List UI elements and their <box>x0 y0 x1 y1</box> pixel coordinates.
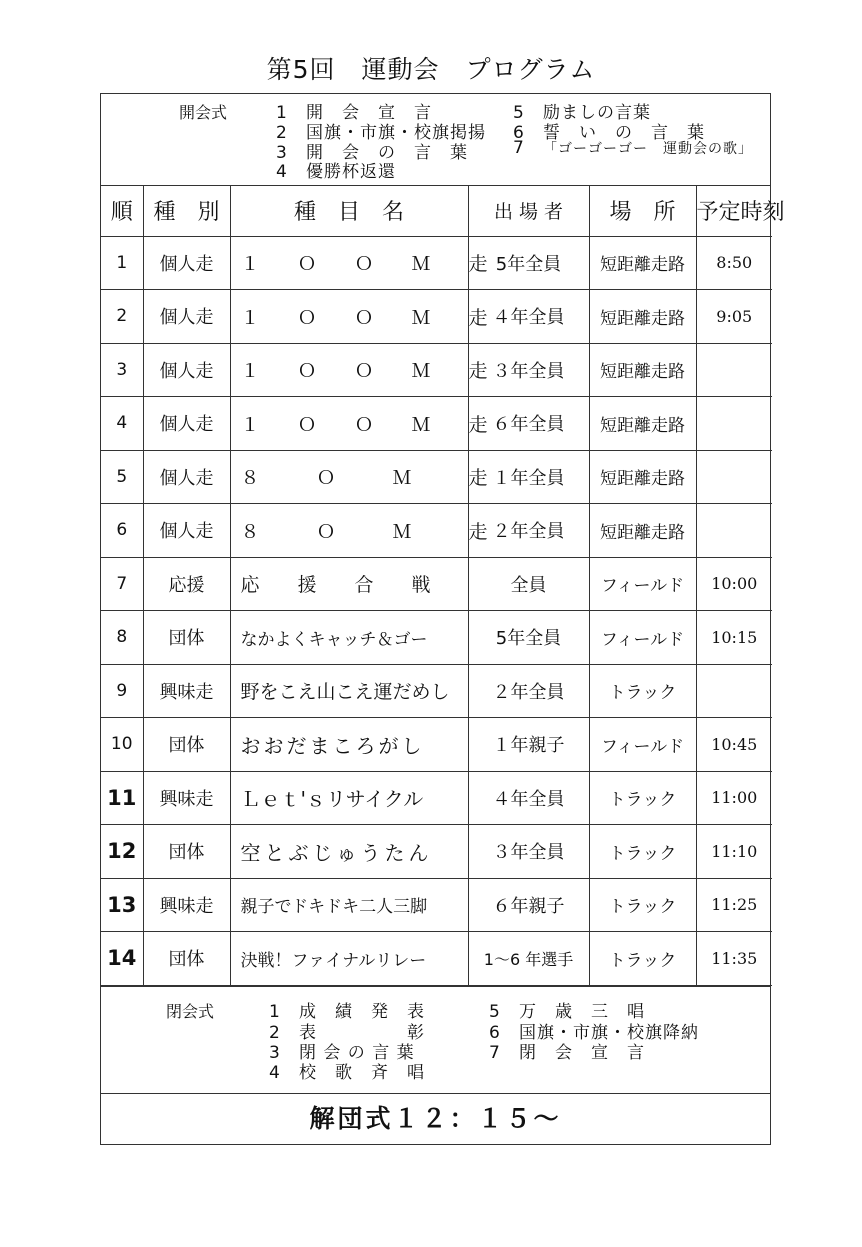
row-time <box>696 343 772 397</box>
row-time: 9:05 <box>696 290 772 344</box>
row-place: フィールド <box>589 718 696 772</box>
row-number: 4 <box>101 397 143 451</box>
row-number: 5 <box>101 450 143 504</box>
header-place: 場 所 <box>589 185 696 236</box>
row-place: トラック <box>589 878 696 932</box>
table-row <box>101 290 772 344</box>
opening-item: 3 開 会 の 言 葉 <box>276 143 468 163</box>
row-kind: 応援 <box>143 557 230 611</box>
row-event: 野をこえ山こえ運だめし <box>230 664 468 718</box>
closing-item: 2 表 彰 <box>269 1023 425 1043</box>
row-participants: 5年全員 <box>468 236 589 290</box>
opening-item: 6 誓 い の 言 葉 <box>513 123 705 143</box>
table-row <box>101 664 772 718</box>
row-place: フィールド <box>589 557 696 611</box>
header-participants: 出 場 者 <box>468 185 589 236</box>
row-number: 2 <box>101 290 143 344</box>
row-kind: 団体 <box>143 825 230 879</box>
row-time: 10:00 <box>696 557 772 611</box>
closing-item: 4 校 歌 斉 唱 <box>269 1063 425 1083</box>
row-kind: 興味走 <box>143 878 230 932</box>
row-event: ８ Ｏ Ｍ 走 <box>230 504 468 558</box>
table-row <box>101 878 772 932</box>
row-place: 短距離走路 <box>589 450 696 504</box>
table-row <box>101 343 772 397</box>
closing-item: 6 国旗・市旗・校旗降納 <box>489 1023 699 1043</box>
row-kind: 団体 <box>143 718 230 772</box>
row-number: 7 <box>101 557 143 611</box>
row-event: ８ Ｏ Ｍ 走 <box>230 450 468 504</box>
table-row <box>101 236 772 290</box>
row-place: トラック <box>589 825 696 879</box>
row-participants: ６年親子 <box>468 878 589 932</box>
row-time: 10:45 <box>696 718 772 772</box>
page-title: 第5回 運動会 プログラム <box>266 55 596 84</box>
row-place: 短距離走路 <box>589 290 696 344</box>
row-time <box>696 664 772 718</box>
row-kind: 団体 <box>143 932 230 986</box>
row-place: トラック <box>589 932 696 986</box>
closing-label: 閉会式 <box>166 1002 215 1021</box>
row-number: 8 <box>101 611 143 665</box>
row-event: 決戦！ファイナルリレー <box>230 932 468 986</box>
closing-item: 1 成 績 発 表 <box>269 1002 425 1022</box>
row-time: 11:00 <box>696 771 772 825</box>
row-number: 11 <box>101 771 143 825</box>
row-event: Ｌｅｔ'ｓリサイクル <box>230 771 468 825</box>
row-participants: ４年全員 <box>468 771 589 825</box>
row-kind: 興味走 <box>143 664 230 718</box>
row-event: 応 援 合 戦 <box>230 557 468 611</box>
header-time: 予定時刻 <box>696 185 772 236</box>
row-time: 11:25 <box>696 878 772 932</box>
row-event: 空とぶじゅうたん <box>230 825 468 879</box>
program-frame <box>100 93 785 1145</box>
row-number: 3 <box>101 343 143 397</box>
row-event: １ Ｏ Ｏ Ｍ 走 <box>230 397 468 451</box>
row-number: 6 <box>101 504 143 558</box>
row-place: 短距離走路 <box>589 343 696 397</box>
opening-item: 4 優勝杯返還 <box>276 162 396 182</box>
row-event: １ Ｏ Ｏ Ｍ 走 <box>230 236 468 290</box>
opening-item: 7 「ゴーゴーゴー 運動会の歌」 <box>513 138 753 158</box>
row-kind: 個人走 <box>143 450 230 504</box>
row-event: １ Ｏ Ｏ Ｍ 走 <box>230 343 468 397</box>
row-place: トラック <box>589 771 696 825</box>
row-kind: 個人走 <box>143 236 230 290</box>
row-number: 1 <box>101 236 143 290</box>
row-number: 9 <box>101 664 143 718</box>
row-time: 11:35 <box>696 932 772 986</box>
opening-item: 1 開 会 宣 言 <box>276 103 432 123</box>
row-participants: ２年全員 <box>468 504 589 558</box>
table-row <box>101 825 772 879</box>
row-place: トラック <box>589 664 696 718</box>
table-row <box>101 771 772 825</box>
row-number: 10 <box>101 718 143 772</box>
header-event: 種 目 名 <box>230 185 468 236</box>
header-order: 順 <box>101 185 143 236</box>
row-kind: 個人走 <box>143 290 230 344</box>
row-participants: １年親子 <box>468 718 589 772</box>
row-participants: １年全員 <box>468 450 589 504</box>
row-kind: 個人走 <box>143 504 230 558</box>
row-kind: 団体 <box>143 611 230 665</box>
row-participants: ４年全員 <box>468 290 589 344</box>
row-place: 短距離走路 <box>589 397 696 451</box>
row-place: 短距離走路 <box>589 504 696 558</box>
opening-item: 5 励ましの言葉 <box>513 103 651 123</box>
row-participants: ２年全員 <box>468 664 589 718</box>
table-row <box>101 397 772 451</box>
opening-item: 2 国旗・市旗・校旗掲揚 <box>276 123 486 143</box>
dismissal-time: 解団式１２：１５～ <box>309 1104 562 1133</box>
table-row <box>101 932 772 986</box>
table-header-row <box>101 185 772 236</box>
closing-item: 5 万 歳 三 唱 <box>489 1002 645 1022</box>
opening-label: 開会式 <box>179 103 228 122</box>
header-kind: 種 別 <box>143 185 230 236</box>
row-time: 8:50 <box>696 236 772 290</box>
row-kind: 興味走 <box>143 771 230 825</box>
row-participants: ３年全員 <box>468 343 589 397</box>
row-number: 14 <box>101 932 143 986</box>
row-time: 11:10 <box>696 825 772 879</box>
row-time <box>696 450 772 504</box>
row-kind: 個人走 <box>143 343 230 397</box>
row-time <box>696 397 772 451</box>
table-row <box>101 450 772 504</box>
row-event: おおだまころがし <box>230 718 468 772</box>
row-time <box>696 504 772 558</box>
table-row <box>101 718 772 772</box>
row-time: 10:15 <box>696 611 772 665</box>
closing-item: 3 閉 会 の 言 葉 <box>269 1043 415 1063</box>
row-place: フィールド <box>589 611 696 665</box>
row-participants: ３年全員 <box>468 825 589 879</box>
row-event: １ Ｏ Ｏ Ｍ 走 <box>230 290 468 344</box>
row-event: 親子でドキドキ二人三脚 <box>230 878 468 932</box>
row-number: 12 <box>101 825 143 879</box>
program-table <box>101 185 785 986</box>
closing-item: 7 閉 会 宣 言 <box>489 1043 645 1063</box>
row-event: なかよくキャッチ＆ゴー <box>230 611 468 665</box>
row-participants: 5年全員 <box>468 611 589 665</box>
table-row <box>101 611 772 665</box>
row-participants: 1〜6 年選手 <box>468 932 589 986</box>
opening-ceremony <box>101 94 770 186</box>
closing-ceremony <box>101 986 770 1094</box>
row-place: 短距離走路 <box>589 236 696 290</box>
row-participants: ６年全員 <box>468 397 589 451</box>
row-number: 13 <box>101 878 143 932</box>
table-row <box>101 504 772 558</box>
row-participants: 全員 <box>468 557 589 611</box>
row-kind: 個人走 <box>143 397 230 451</box>
table-row <box>101 557 772 611</box>
